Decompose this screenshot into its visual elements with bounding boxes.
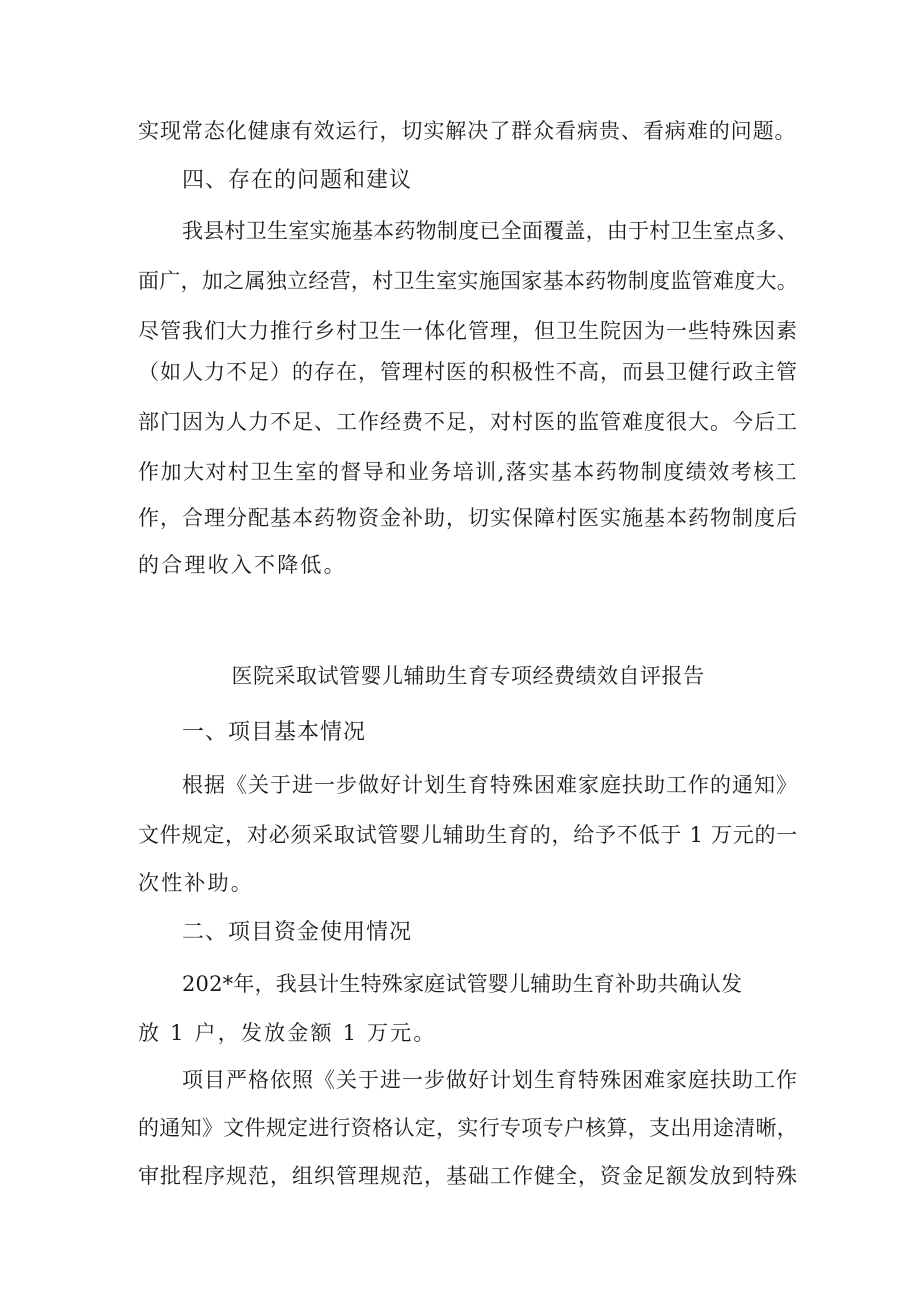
paragraph-line: 的合理收入不降低。 <box>138 553 347 577</box>
paragraph-line: 审批程序规范，组织管理规范，基础工作健全，资金足额发放到特殊 <box>138 1164 798 1188</box>
paragraph-line: （如人力不足）的存在，管理村医的积极性不高，而县卫健行政主管 <box>138 360 798 384</box>
paragraph-line: 文件规定，对必须采取试管婴儿辅助生育的，给予不低于 1 万元的一 <box>138 823 798 847</box>
paragraph-line: 我县村卫生室实施基本药物制度已全面覆盖，由于村卫生室点多、 <box>182 219 798 243</box>
report-title: 医院采取试管婴儿辅助生育专项经费绩效自评报告 <box>231 664 705 688</box>
paragraph-line: 面广，加之属独立经营，村卫生室实施国家基本药物制度监管难度大。 <box>138 269 798 293</box>
paragraph-line: 尽管我们大力推行乡村卫生一体化管理，但卫生院因为一些特殊因素 <box>138 319 798 343</box>
paragraph-line: 作加大对村卫生室的督导和业务培训,落实基本药物制度绩效考核工 <box>138 460 798 484</box>
paragraph-line: 作，合理分配基本药物资金补助，切实保障村医实施基本药物制度后 <box>138 506 798 530</box>
section-heading-basic-info: 一、项目基本情况 <box>182 720 367 745</box>
paragraph-line: 项目严格依照《关于进一步做好计划生育特殊困难家庭扶助工作 <box>182 1068 798 1092</box>
paragraph-line: 实现常态化健康有效运行，切实解决了群众看病贵、看病难的问题。 <box>138 119 797 143</box>
paragraph-line: 次性补助。 <box>138 871 254 895</box>
paragraph-line: 放 1 户，发放金额 1 万元。 <box>138 1021 437 1045</box>
paragraph-line: 部门因为人力不足、工作经费不足，对村医的监管难度很大。今后工 <box>138 410 798 434</box>
section-heading-problems: 四、存在的问题和建议 <box>182 168 413 193</box>
paragraph-line: 根据《关于进一步做好计划生育特殊困难家庭扶助工作的通知》 <box>182 773 798 797</box>
paragraph-line: 202*年，我县计生特殊家庭试管婴儿辅助生育补助共确认发 <box>182 972 743 996</box>
paragraph-line: 的通知》文件规定进行资格认定，实行专项专户核算，支出用途清晰， <box>138 1116 798 1140</box>
section-heading-fund-usage: 二、项目资金使用情况 <box>182 920 413 945</box>
